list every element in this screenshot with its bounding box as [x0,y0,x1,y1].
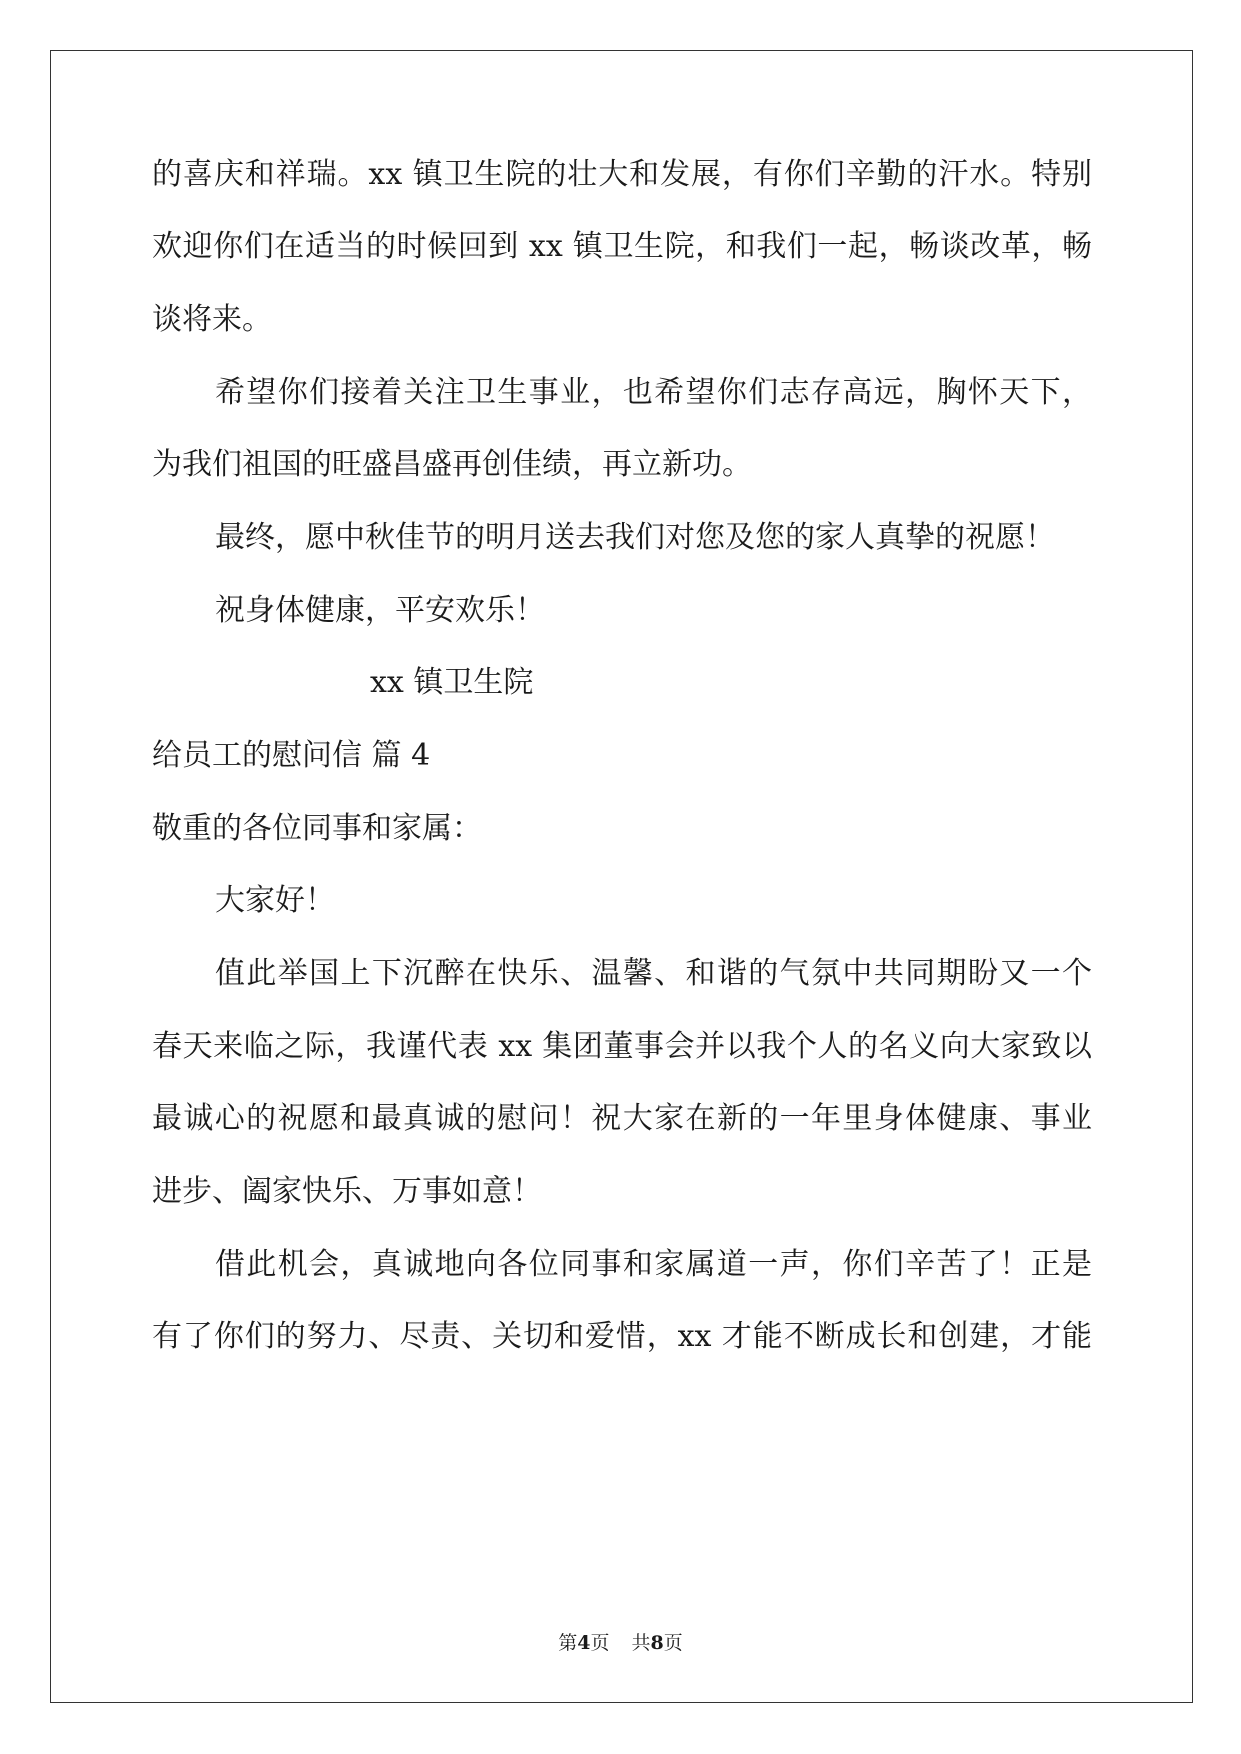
body-line-15: 进步、阖家快乐、万事如意！ [152,1174,542,1209]
page-footer [0,1628,1241,1655]
footer-prefix: 第 [558,1632,578,1654]
body-line-12: 值此举国上下沉醉在快乐、温馨、和谐的气氛中共同期盼又一个 [215,956,1092,991]
footer-page-unit: 页 [590,1632,610,1654]
greeting: 大家好！ [215,883,335,918]
body-line-7: 祝身体健康，平安欢乐！ [215,593,545,628]
body-line-2: 欢迎你们在适当的时候回到 xx 镇卫生院，和我们一起，畅谈改革，畅 [152,229,1092,264]
body-line-6: 最终，愿中秋佳节的明月送去我们对您及您的家人真挚的祝愿！ [215,520,1055,555]
body-line-16: 借此机会，真诚地向各位同事和家属道一声，你们辛苦了！正是 [215,1247,1092,1282]
body-line-4: 希望你们接着关注卫生事业，也希望你们志存高远，胸怀天下， [215,375,1092,410]
body-line-14: 最诚心的祝愿和最真诚的慰问！祝大家在新的一年里身体健康、事业 [152,1101,1092,1136]
footer-total-unit: 页 [663,1632,683,1654]
body-line-13: 春天来临之际，我谨代表 xx 集团董事会并以我个人的名义向大家致以 [152,1029,1092,1064]
signature-line: xx 镇卫生院 [370,665,534,700]
total-page-number: 8 [650,1632,664,1654]
body-line-5: 为我们祖国的旺盛昌盛再创佳绩，再立新功。 [152,447,752,482]
body-line-17: 有了你们的努力、尽责、关切和爱惜，xx 才能不断成长和创建，才能 [152,1319,1092,1354]
body-line-1: 的喜庆和祥瑞。xx 镇卫生院的壮大和发展，有你们辛勤的汗水。特别 [152,157,1092,192]
body-line-3: 谈将来。 [152,302,272,337]
current-page-number: 4 [577,1632,591,1654]
footer-total-prefix: 共 [631,1632,651,1654]
section-heading: 给员工的慰问信 篇 4 [152,738,431,773]
salutation: 敬重的各位同事和家属： [152,811,482,846]
